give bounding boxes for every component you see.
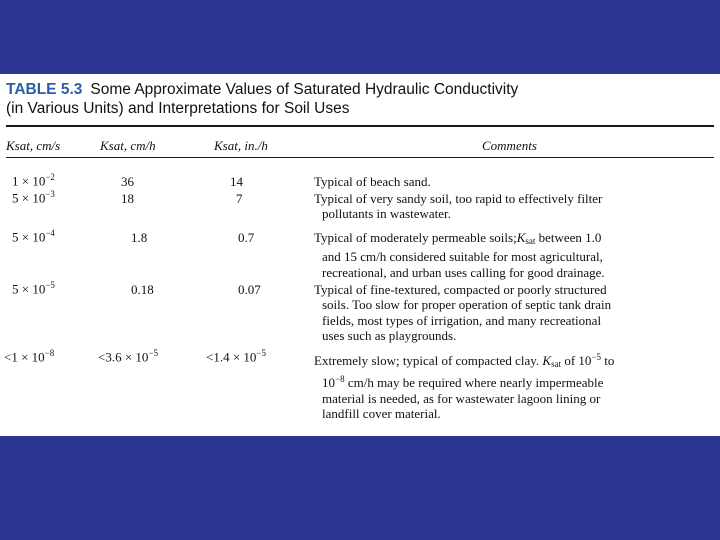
top-rule xyxy=(6,125,714,127)
cell-cmh-r5: $<3.6 \times 10^{-5}$ xyxy=(98,348,158,365)
header-comments: Comments xyxy=(482,138,537,153)
cell-cmh-r1: 36 xyxy=(121,174,134,189)
comment-r4 xyxy=(314,282,714,343)
comment-line: fields, most types of irrigation, and many recreational xyxy=(322,312,602,328)
cell-cms-r3: $5 \times 10^{-4}$ xyxy=(12,228,55,245)
comment-line: soils. Too slow for proper operation of septic tank drain xyxy=(322,297,612,313)
comment-line: pollutants in wastewater. xyxy=(322,206,451,222)
table-number: TABLE 5.3 xyxy=(6,81,83,98)
cell-cms-r1: $1 \times 10^{-2}$ xyxy=(12,172,55,189)
cell-cms-r2: $5 \times 10^{-3}$ xyxy=(12,189,55,206)
cell-cms-r5: $<1 \times 10^{-8}$ xyxy=(4,348,55,365)
comment-line: landfill cover material. xyxy=(322,405,441,421)
cell-cmh-r4: 0.18 xyxy=(131,282,154,297)
comment-line: $10^{-8}$ cm/h may be required where nearly impermeable xyxy=(322,374,604,391)
cell-inh-r4: 0.07 xyxy=(238,282,261,297)
header-rule xyxy=(6,157,714,158)
comment-r5 xyxy=(314,350,714,421)
header-ksat-cmh: Ksat, cm/h xyxy=(100,138,156,153)
comment-r2 xyxy=(314,191,714,222)
table-panel xyxy=(0,74,720,436)
table-title xyxy=(6,80,518,118)
comment-line: Typical of moderately permeable $soils;K_{sat}$ between 1.0 xyxy=(314,230,602,246)
cell-inh-r2: 7 xyxy=(236,191,243,206)
comment-r1 xyxy=(314,174,714,189)
header-ksat-inh: Ksat, in./h xyxy=(214,138,268,153)
table-title-line1: Some Approximate Values of Saturated Hydraulic Conductivity xyxy=(90,81,519,98)
header-ksat-cms: Ksat, cm/s xyxy=(6,138,61,153)
cell-cmh-r3: 1.8 xyxy=(131,230,148,245)
cell-inh-r5: $<1.4 \times 10^{-5}$ xyxy=(206,348,266,365)
comment-line: Typical of very sandy soil, too rapid to effectively filter xyxy=(314,191,603,206)
comment-line: Extremely slow; typical of compacted clay. $K_{sat}$ of $10^{-5}$ to xyxy=(314,352,615,369)
comment-line: Typical of fine-textured, compacted or poorly structured xyxy=(314,282,607,297)
comment-line: material is needed, as for wastewater lagoon lining or xyxy=(322,390,601,406)
comment-line: Typical of beach sand. xyxy=(314,174,431,189)
table-title-line2: (in Various Units) and Interpretations for Soil Uses xyxy=(6,100,350,117)
comment-line: recreational, and urban uses calling for good drainage. xyxy=(322,264,605,280)
cell-cms-r4: $5 \times 10^{-5}$ xyxy=(12,280,55,297)
comment-r3 xyxy=(314,230,714,280)
cell-inh-r3: 0.7 xyxy=(238,230,255,245)
cell-inh-r1: 14 xyxy=(230,174,243,189)
cell-cmh-r2: 18 xyxy=(121,191,134,206)
comment-line: and 15 cm/h considered suitable for most agricultural, xyxy=(322,249,603,265)
comment-line: uses such as playgrounds. xyxy=(322,327,457,343)
